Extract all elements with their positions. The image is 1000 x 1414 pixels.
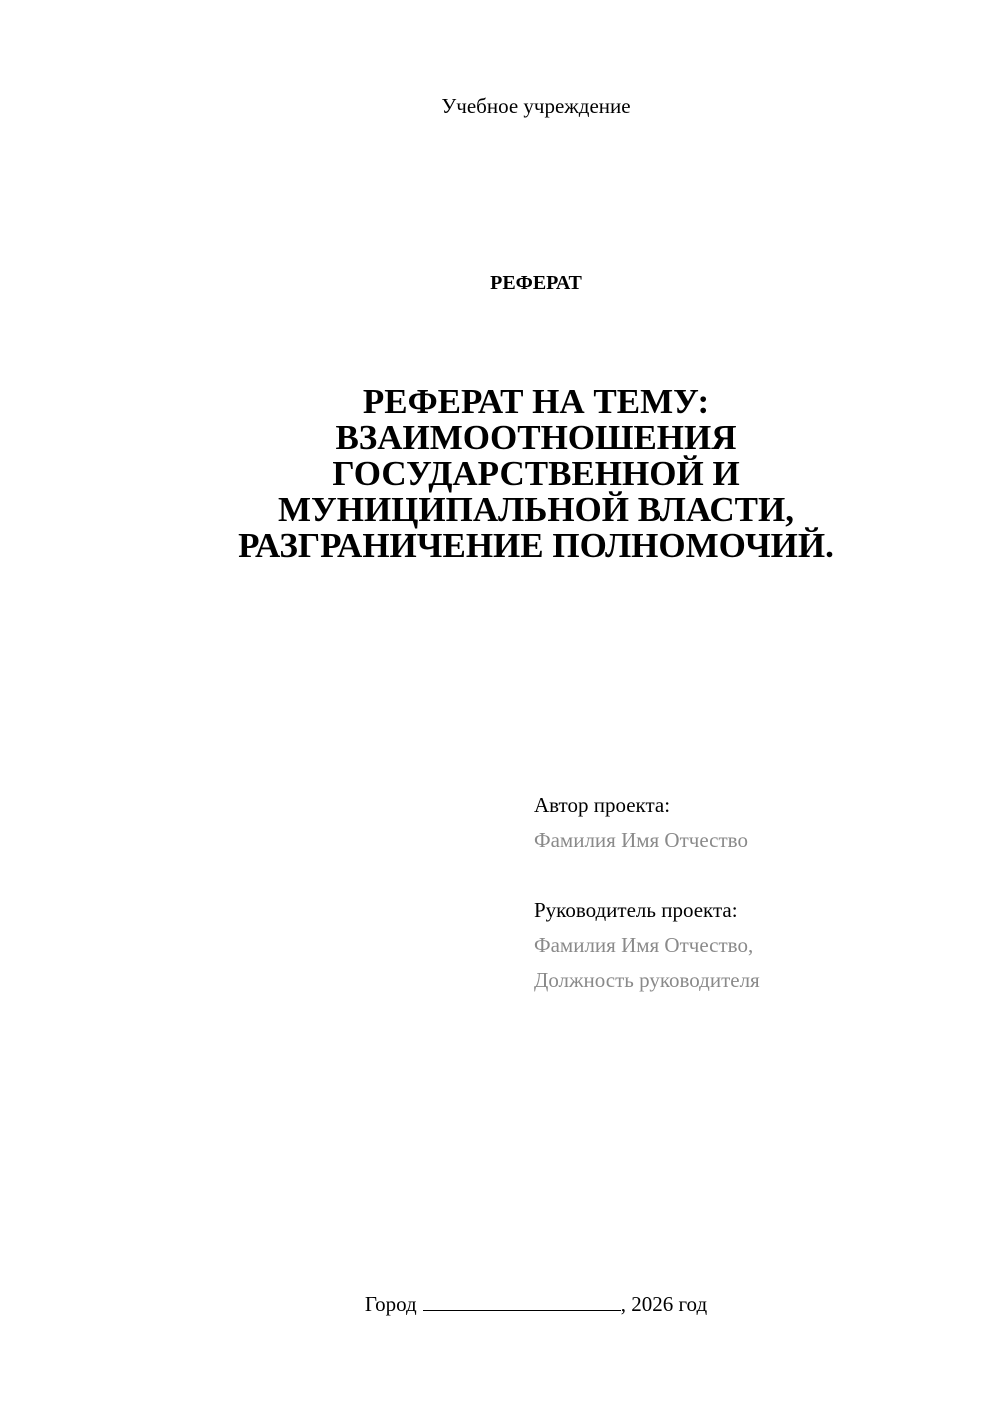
year-text: , 2026 год [620,1292,708,1316]
author-name: Фамилия Имя Отчество [534,828,748,852]
footer-city-year [0,1290,1000,1318]
spacer [534,858,974,893]
supervisor-name: Фамилия Имя Отчество, [534,933,754,957]
title-line: МУНИЦИПАЛЬНОЙ ВЛАСТИ, [278,490,794,529]
city-label: Город [364,1292,417,1316]
document-title [0,384,1000,564]
document-type-label: РЕФЕРАТ [490,272,582,294]
title-line: ВЗАИМООТНОШЕНИЯ [335,418,737,457]
project-people-block [534,788,974,998]
title-line: ГОСУДАРСТВЕННОЙ И [332,454,740,493]
institution-name: Учебное учреждение [441,94,631,118]
author-label: Автор проекта: [534,793,671,817]
city-blank-line [423,1290,621,1311]
institution-name-container [0,92,1000,120]
supervisor-position: Должность руководителя [534,968,760,992]
title-line: РЕФЕРАТ НА ТЕМУ: [362,382,710,421]
supervisor-label: Руководитель проекта: [534,898,738,922]
title-line: РАЗГРАНИЧЕНИЕ ПОЛНОМОЧИЙ. [238,526,834,565]
